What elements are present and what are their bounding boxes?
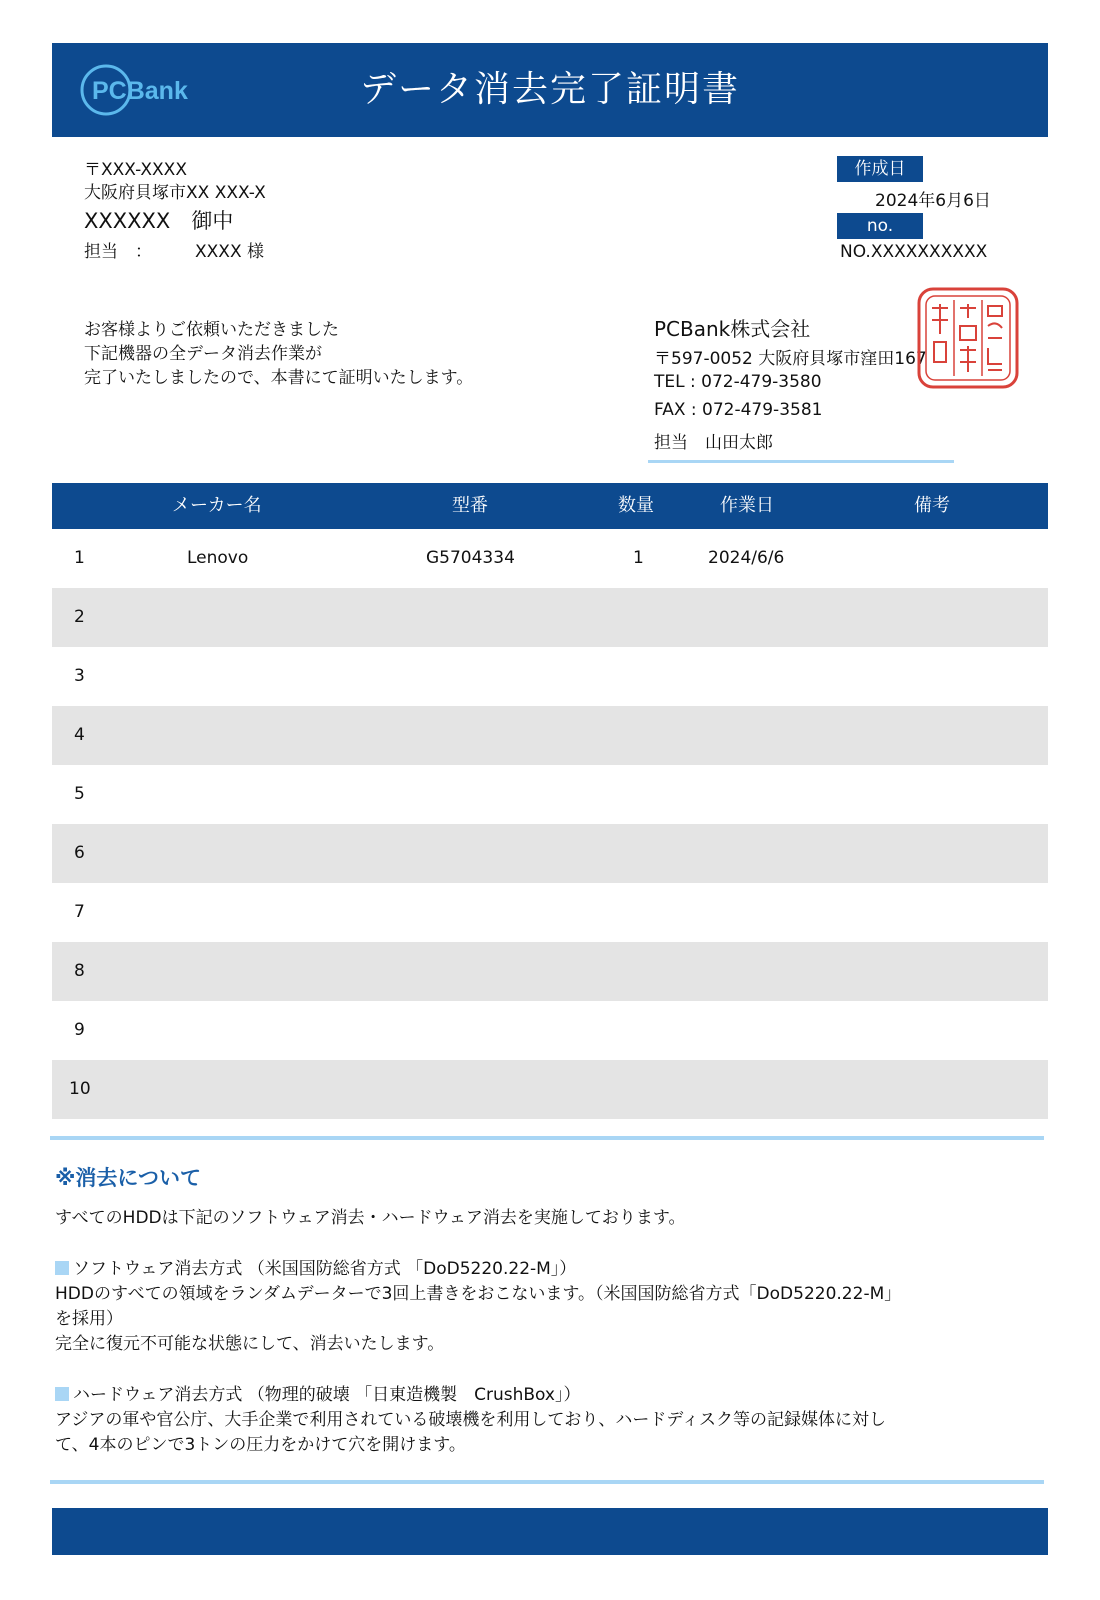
hardware-line-1: アジアの軍や官公庁、大手企業で利用されている破壊機を利用しており、ハードディスク等の記録媒体に対し: [55, 1410, 886, 1430]
recipient-address: 大阪府貝塚市XX XXX-X: [84, 183, 266, 203]
company-seal: [916, 286, 1020, 390]
row-no: 3: [74, 666, 85, 686]
square-bullet-icon: [55, 1387, 69, 1401]
row-model: G5704334: [426, 548, 515, 568]
table-row: [52, 647, 1048, 706]
notes-title: ※消去について: [55, 1166, 201, 1190]
notes-intro: すべてのHDDは下記のソフトウェア消去・ハードウェア消去を実施しております。: [55, 1208, 686, 1228]
section-divider: [50, 1480, 1044, 1484]
intro-line-3: 完了いたしましたので、本書にて証明いたします。: [84, 368, 474, 388]
issuer-underline: [648, 460, 954, 463]
col-model: 型番: [452, 495, 488, 516]
col-notes: 備考: [914, 495, 950, 516]
intro-line-2: 下記機器の全データ消去作業が: [84, 344, 322, 364]
row-qty: 1: [633, 548, 644, 568]
table-row: [52, 529, 1048, 588]
software-heading: [55, 1257, 576, 1282]
table-header: [52, 483, 1048, 529]
date-label: 作成日: [837, 156, 923, 182]
table-row: [52, 1060, 1048, 1119]
row-no: 7: [74, 902, 85, 922]
recipient-postal: 〒XXX-XXXX: [84, 160, 187, 180]
hardware-heading-text: ハードウェア消去方式 （物理的破壊 「日東造機製 CrushBox」）: [73, 1385, 581, 1405]
software-line-1: HDDのすべての領域をランダムデーターで3回上書きをおこないます。（米国国防総省方式「DoD5220.22-M」: [55, 1284, 902, 1304]
col-maker: メーカー名: [172, 495, 262, 516]
col-date: 作業日: [720, 495, 774, 516]
row-no: 8: [74, 961, 85, 981]
issuer-address: 〒597-0052 大阪府貝塚市窪田167: [654, 349, 927, 369]
document-title: データ消去完了証明書: [359, 69, 740, 110]
row-no: 1: [74, 548, 85, 568]
table-row: [52, 588, 1048, 647]
date-value: 2024年6月6日: [875, 191, 991, 211]
issuer-company: PCBank株式会社: [654, 317, 811, 341]
software-line-2: を採用）: [55, 1309, 123, 1329]
col-qty: 数量: [618, 495, 654, 516]
hardware-heading: [55, 1383, 581, 1408]
intro-line-1: お客様よりご依頼いただきました: [84, 320, 339, 340]
section-divider: [50, 1136, 1044, 1140]
recipient-company: XXXXXX 御中: [84, 209, 234, 233]
software-heading-text: ソフトウェア消去方式 （米国国防総省方式 「DoD5220.22-M」）: [73, 1259, 577, 1279]
row-no: 5: [74, 784, 85, 804]
row-maker: Lenovo: [187, 548, 249, 568]
table-row: [52, 1001, 1048, 1060]
hardware-line-2: て、4本のピンで3トンの圧力をかけて穴を開けます。: [55, 1435, 466, 1455]
no-label: no.: [837, 213, 923, 239]
issuer-person: 担当 山田太郎: [654, 433, 773, 453]
square-bullet-icon: [55, 1261, 69, 1275]
recipient-person-label: 担当 ：: [84, 242, 152, 262]
row-no: 9: [74, 1020, 85, 1040]
table-row: [52, 942, 1048, 1001]
no-value: NO.XXXXXXXXXX: [840, 242, 988, 262]
software-line-3: 完全に復元不可能な状態にして、消去いたします。: [55, 1334, 445, 1354]
table-row: [52, 706, 1048, 765]
row-no: 6: [74, 843, 85, 863]
logo-text: PCBank: [92, 77, 188, 105]
table-row: [52, 883, 1048, 942]
row-no: 2: [74, 607, 85, 627]
footer-bar: [52, 1508, 1048, 1555]
row-no: 10: [69, 1079, 91, 1099]
issuer-tel: TEL : 072-479-3580: [654, 372, 822, 392]
intro-text: [84, 318, 473, 390]
row-date: 2024/6/6: [708, 548, 785, 568]
table-row: [52, 765, 1048, 824]
issuer-fax: FAX : 072-479-3581: [654, 400, 823, 420]
table-row: [52, 824, 1048, 883]
recipient-person-name: XXXX 様: [195, 242, 264, 262]
row-no: 4: [74, 725, 85, 745]
